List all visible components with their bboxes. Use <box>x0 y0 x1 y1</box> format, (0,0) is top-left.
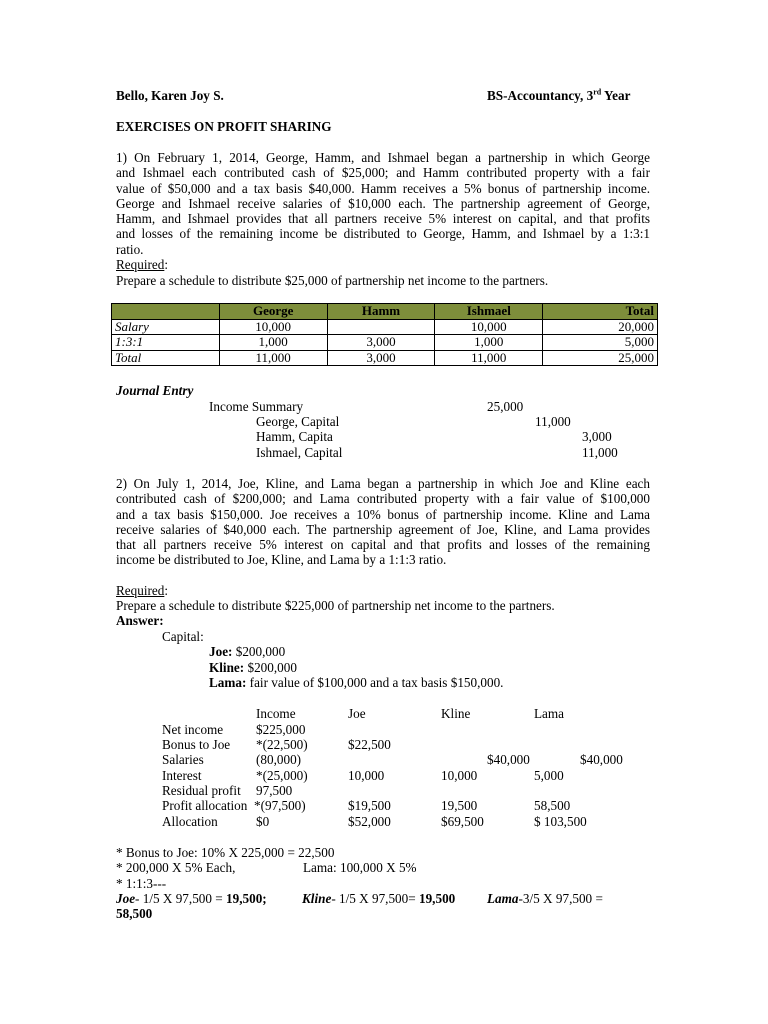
capital-joe <box>209 644 285 659</box>
schedule-row-label: Salaries <box>162 752 204 767</box>
table-cell: 1,000 <box>219 335 327 351</box>
problem1-line: 1) On February 1, 2014, George, Hamm, and Ishmael began a partnership in which George <box>116 150 650 165</box>
problem1-required <box>116 257 168 272</box>
schedule-cell-kline: 10,000 <box>441 768 478 783</box>
table-row <box>112 335 658 351</box>
schedule-cell-income: *(97,500) <box>254 798 306 813</box>
problem1-line: ratio. <box>116 241 144 257</box>
course-year <box>487 88 630 103</box>
problem1-line: value of $50,000 and a tax basis $40,000. Hamm receives a 5% bonus of partnership income. <box>116 180 650 196</box>
problem1-paragraph <box>116 150 650 257</box>
course-prefix: BS-Accountancy, 3 <box>487 88 594 103</box>
table-cell: 11,000 <box>435 350 543 366</box>
schedule-cell-joe: $22,500 <box>348 737 391 752</box>
schedule-cell-income: $225,000 <box>256 722 306 737</box>
schedule-cell-kline: 19,500 <box>441 798 478 813</box>
schedule-cell-lama: 58,500 <box>534 798 571 813</box>
schedule-header-income: Income <box>256 706 296 721</box>
table-header-cell: George <box>219 304 327 320</box>
capital-kline <box>209 660 297 675</box>
problem1-line: Hamm, and Ishmael provides that all partners receive 5% interest on capital, and that profits <box>116 211 650 227</box>
schedule-cell-income: *(25,000) <box>256 768 308 783</box>
capital-label: Capital: <box>162 629 204 644</box>
schedule-cell-income: *(22,500) <box>256 737 308 752</box>
journal-credit-account: Hamm, Capita <box>256 429 333 444</box>
schedule-cell-income: (80,000) <box>256 752 302 767</box>
problem2-required <box>116 583 168 598</box>
capital-lama <box>209 675 503 690</box>
note-kline-label: Kline <box>302 891 332 906</box>
row-label: Total <box>112 350 220 366</box>
capital-name: Joe: <box>209 644 233 659</box>
problem2-line: and a tax basis $150,000. Joe receives a 10% bonus of partnership income. Kline and Lama <box>116 506 650 522</box>
note-bonus: * Bonus to Joe: 10% X 225,000 = 22,500 <box>116 845 335 860</box>
table-cell: 10,000 <box>219 319 327 335</box>
journal-credit-amount: 3,000 <box>582 429 612 444</box>
required-colon: : <box>164 583 169 598</box>
schedule-cell-income: $0 <box>256 814 270 829</box>
problem1-line: and losses of the remaining income be distributed to George, Hamm, and Ishmael by a 1:3:1 <box>116 226 650 242</box>
journal-debit-amount: 25,000 <box>487 399 524 414</box>
schedule-row-label: Allocation <box>162 814 218 829</box>
schedule-header-kline: Kline <box>441 706 471 721</box>
note-lama-label: Lama <box>487 891 519 906</box>
schedule-cell-joe: 10,000 <box>348 768 385 783</box>
note-lama-expr: -3/5 X 97,500 = <box>518 891 603 906</box>
capital-name: Kline: <box>209 660 245 675</box>
schedule-row-label: Net income <box>162 722 224 737</box>
row-label: Salary <box>112 319 220 335</box>
table-row <box>112 350 658 366</box>
table-cell: 20,000 <box>543 319 658 335</box>
capital-value: $200,000 <box>244 660 297 675</box>
note-kline-calc <box>302 891 455 906</box>
schedule-row-label: Profit allocation <box>162 798 248 813</box>
table-cell: 1,000 <box>435 335 543 351</box>
schedule-cell-salary: $40,000 <box>487 752 530 767</box>
note-lama-result: 58,500 <box>116 906 153 921</box>
schedule-row-label: Residual profit <box>162 783 241 798</box>
note-lama-calc <box>487 891 603 906</box>
journal-debit-account: Income Summary <box>209 399 304 414</box>
problem1-required-text: Prepare a schedule to distribute $25,000 of partnership net income to the partners. <box>116 273 549 288</box>
note-interest: * 200,000 X 5% Each, <box>116 860 236 875</box>
page-title: EXERCISES ON PROFIT SHARING <box>116 119 332 134</box>
problem1-line: and Ishmael each contributed cash of $25,000; and Hamm contributed property with a fair <box>116 165 650 181</box>
problem2-line: 2) On July 1, 2014, Joe, Kline, and Lama began a partnership in which Joe and Kline each <box>116 476 650 491</box>
problem2-line: receive salaries of $40,000 each. The partnership agreement of Joe, Kline, and Lama provides <box>116 521 650 537</box>
capital-value: fair value of $100,000 and a tax basis $150,000. <box>246 675 504 690</box>
note-joe-calc <box>116 891 267 906</box>
profit-schedule-table <box>111 303 658 366</box>
table-cell <box>327 319 435 335</box>
answer-label: Answer: <box>116 613 164 628</box>
table-cell: 3,000 <box>327 350 435 366</box>
problem2-line: income be distributed to Joe, Kline, and Lama by a 1:1:3 ratio. <box>116 552 447 568</box>
table-cell: 5,000 <box>543 335 658 351</box>
course-suffix: Year <box>601 88 631 103</box>
problem2-line: that all partners receive 5% interest on capital and that profits and losses of the remaining <box>116 537 650 553</box>
schedule-cell-kline: $69,500 <box>441 814 484 829</box>
note-joe-expr: - 1/5 X 97,500 = <box>135 891 227 906</box>
schedule-row-label: Bonus to Joe <box>162 737 231 752</box>
capital-value: $200,000 <box>232 644 286 659</box>
table-header-cell: Hamm <box>327 304 435 320</box>
table-cell: 3,000 <box>327 335 435 351</box>
table-cell: 11,000 <box>219 350 327 366</box>
problem1-line: George and Ishmael receive salaries of $10,000 each. The partnership agreement of George, <box>116 195 650 211</box>
note-joe-label: Joe <box>116 891 136 906</box>
journal-credit-amount: 11,000 <box>582 445 618 460</box>
required-colon: : <box>164 257 169 272</box>
journal-credit-amount: 11,000 <box>535 414 571 429</box>
journal-credit-account: George, Capital <box>256 414 340 429</box>
table-header-cell: Total <box>543 304 658 320</box>
note-kline-expr: - 1/5 X 97,500= <box>331 891 419 906</box>
schedule-header-joe: Joe <box>348 706 366 721</box>
problem2-line: contributed cash of $200,000; and Lama contributed property with a fair value of $100,000 <box>116 491 650 507</box>
journal-title: Journal Entry <box>116 383 194 398</box>
note-ratio: * 1:1:3--- <box>116 876 167 891</box>
table-header-cell <box>112 304 220 320</box>
journal-credit-account: Ishmael, Capital <box>256 445 343 460</box>
course-sup: rd <box>593 87 602 97</box>
table-cell: 25,000 <box>543 350 658 366</box>
schedule-cell-salary: $40,000 <box>580 752 623 767</box>
schedule-cell-income: 97,500 <box>256 783 293 798</box>
capital-name: Lama: <box>209 675 247 690</box>
note-joe-result: 19,500; <box>226 891 267 906</box>
note-kline-result: 19,500 <box>418 891 456 906</box>
required-label: Required <box>116 583 165 598</box>
schedule-row-label: Interest <box>162 768 202 783</box>
required-label: Required <box>116 257 165 272</box>
schedule-cell-lama: $ 103,500 <box>534 814 587 829</box>
problem2-paragraph <box>116 476 650 568</box>
table-cell: 10,000 <box>435 319 543 335</box>
table-header-row <box>112 304 658 320</box>
problem2-required-text: Prepare a schedule to distribute $225,000 of partnership net income to the partners. <box>116 598 555 613</box>
schedule-header-lama: Lama <box>534 706 565 721</box>
schedule-cell-joe: $19,500 <box>348 798 391 813</box>
table-header-cell: Ishmael <box>435 304 543 320</box>
note-interest-lama: Lama: 100,000 X 5% <box>303 860 417 875</box>
row-label: 1:3:1 <box>112 335 220 351</box>
student-name: Bello, Karen Joy S. <box>116 88 224 103</box>
schedule-cell-joe: $52,000 <box>348 814 391 829</box>
schedule-cell-lama: 5,000 <box>534 768 564 783</box>
table-row <box>112 319 658 335</box>
